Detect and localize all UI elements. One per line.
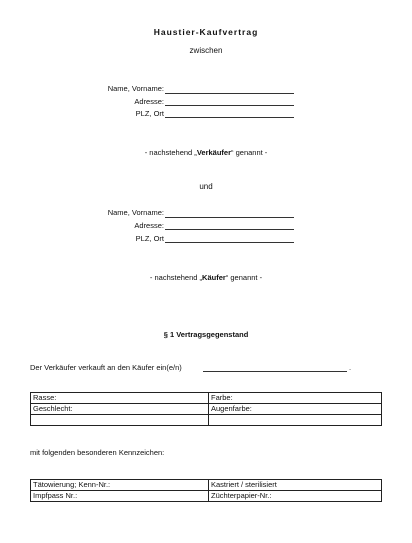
seller-designation-prefix: - nachstehend „ xyxy=(144,148,197,157)
identification-table xyxy=(30,479,382,502)
seller-address-label: Adresse: xyxy=(134,97,164,106)
seller-name-field[interactable] xyxy=(165,93,294,94)
and-text: und xyxy=(199,182,213,191)
section-heading: § 1 Vertragsgegenstand xyxy=(163,330,249,339)
buyer-address-field[interactable] xyxy=(165,229,294,230)
vaccination-passport-cell[interactable]: Impfpass Nr.: xyxy=(31,491,209,502)
buyer-city-label: PLZ, Ort xyxy=(135,234,164,243)
buyer-name-label: Name, Vorname: xyxy=(107,208,164,217)
buyer-role: Käufer xyxy=(202,273,226,282)
animal-details-table xyxy=(30,392,382,426)
neutered-cell[interactable]: Kastriert / sterilisiert xyxy=(209,480,382,491)
seller-address-field[interactable] xyxy=(165,105,294,106)
sex-cell[interactable]: Geschlecht: xyxy=(31,404,209,415)
table-row xyxy=(31,415,382,426)
table-row xyxy=(31,404,382,415)
breeder-papers-cell[interactable]: Züchterpapier-Nr.: xyxy=(209,491,382,502)
buyer-city-field[interactable] xyxy=(165,242,294,243)
buyer-designation-prefix: - nachstehend „ xyxy=(149,273,203,282)
document-title: Haustier-Kaufvertrag xyxy=(153,27,259,37)
animal-type-field[interactable] xyxy=(203,371,347,372)
buyer-name-field[interactable] xyxy=(165,217,294,218)
sale-sentence: Der Verkäufer verkauft an den Käufer ein(e/n) xyxy=(30,363,182,372)
empty-cell[interactable] xyxy=(209,415,382,426)
marks-intro: mit folgenden besonderen Kennzeichen: xyxy=(30,448,165,457)
seller-designation-suffix: “ genannt - xyxy=(231,148,268,157)
empty-cell[interactable] xyxy=(31,415,209,426)
seller-city-field[interactable] xyxy=(165,117,294,118)
seller-designation xyxy=(0,148,412,157)
table-row xyxy=(31,491,382,502)
color-cell[interactable]: Farbe: xyxy=(209,393,382,404)
seller-role: Verkäufer xyxy=(196,148,232,157)
table-row xyxy=(31,393,382,404)
eye-color-cell[interactable]: Augenfarbe: xyxy=(209,404,382,415)
between-text: zwischen xyxy=(189,46,223,55)
buyer-address-label: Adresse: xyxy=(134,221,164,230)
sale-sentence-end: . xyxy=(349,363,352,372)
buyer-designation-suffix: “ genannt - xyxy=(225,273,263,282)
table-row xyxy=(31,480,382,491)
breed-cell[interactable]: Rasse: xyxy=(31,393,209,404)
buyer-designation xyxy=(0,273,412,282)
tattoo-cell[interactable]: Tätowierung; Kenn-Nr.: xyxy=(31,480,209,491)
seller-city-label: PLZ, Ort xyxy=(135,109,164,118)
seller-name-label: Name, Vorname: xyxy=(107,84,164,93)
